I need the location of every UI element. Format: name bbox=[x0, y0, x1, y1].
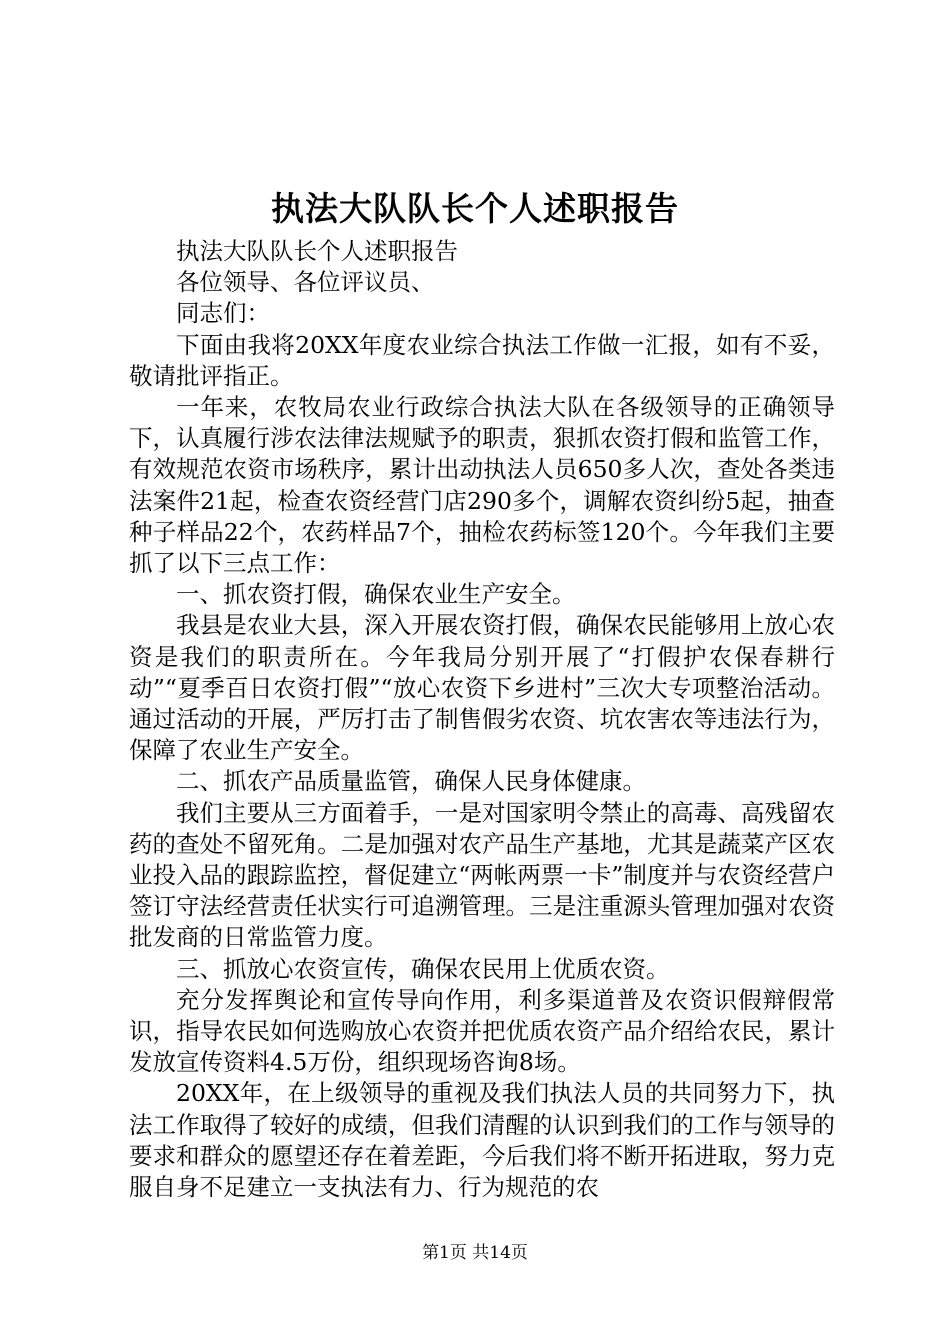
paragraph: 20XX年，在上级领导的重视及我们执法人员的共同努力下，执法工作取得了较好的成绩，但我们清醒的认识到我们的工作与领导的要求和群众的愿望还存在着差距，今后我们将不断开拓进取，努力克服自身不足建立一支执法有力、行为规范的农 bbox=[129, 1079, 835, 1202]
page-footer bbox=[0, 1241, 950, 1265]
section-heading: 二、抓农产品质量监管，确保人民身体健康。 bbox=[176, 767, 646, 796]
section-heading: 一、抓农资打假，确保农业生产安全。 bbox=[176, 580, 576, 609]
document-body bbox=[129, 236, 835, 1203]
page-total: 共14页 bbox=[472, 1243, 528, 1263]
paragraph: 一年来，农牧局农业行政综合执法大队在各级领导的正确领导下，认真履行涉农法律法规赋予的职责，狠抓农资打假和监管工作，有效规范农资市场秩序，累计出动执法人员650多人次，查处各类违法案件21起，检查农资经营门店290多个，调解农资纠纷5起，抽查种子样品22个，农药样品7个，抽检农药标签120个。今年我们主要抓了以下三点工作： bbox=[129, 393, 835, 578]
paragraph: 同志们： bbox=[176, 299, 270, 328]
paragraph: 充分发挥舆论和宣传导向作用，利多渠道普及农资识假辩假常识，指导农民如何选购放心农资并把优质农资产品介绍给农民，累计发放宣传资料4.5万份，组织现场咨询8场。 bbox=[129, 985, 835, 1077]
paragraph: 下面由我将20XX年度农业综合执法工作做一汇报，如有不妥，敬请批评指正。 bbox=[129, 330, 835, 390]
paragraph: 各位领导、各位评议员、 bbox=[176, 268, 435, 297]
page-number: 第1页 bbox=[422, 1243, 467, 1263]
document-title: 执法大队队长个人述职报告 bbox=[271, 189, 679, 228]
paragraph: 我县是农业大县，深入开展农资打假，确保农民能够用上放心农资是我们的职责所在。今年我局分别开展了“打假护农保春耕行动”“夏季百日农资打假”“放心农资下乡进村”三次大专项整治活动。通过活动的开展，严厉打击了制售假劣农资、坑农害农等违法行为，保障了农业生产安全。 bbox=[129, 611, 835, 765]
paragraph: 我们主要从三方面着手，一是对国家明令禁止的高毒、高残留农药的查处不留死角。二是加强对农产品生产基地，尤其是蔬菜产区农业投入品的跟踪监控，督促建立“两帐两票一卡”制度并与农资经营户签订守法经营责任状实行可追溯管理。三是注重源头管理加强对农资批发商的日常监管力度。 bbox=[129, 798, 835, 952]
section-heading: 三、抓放心农资宣传，确保农民用上优质农资。 bbox=[176, 954, 670, 983]
paragraph: 执法大队队长个人述职报告 bbox=[176, 237, 458, 265]
